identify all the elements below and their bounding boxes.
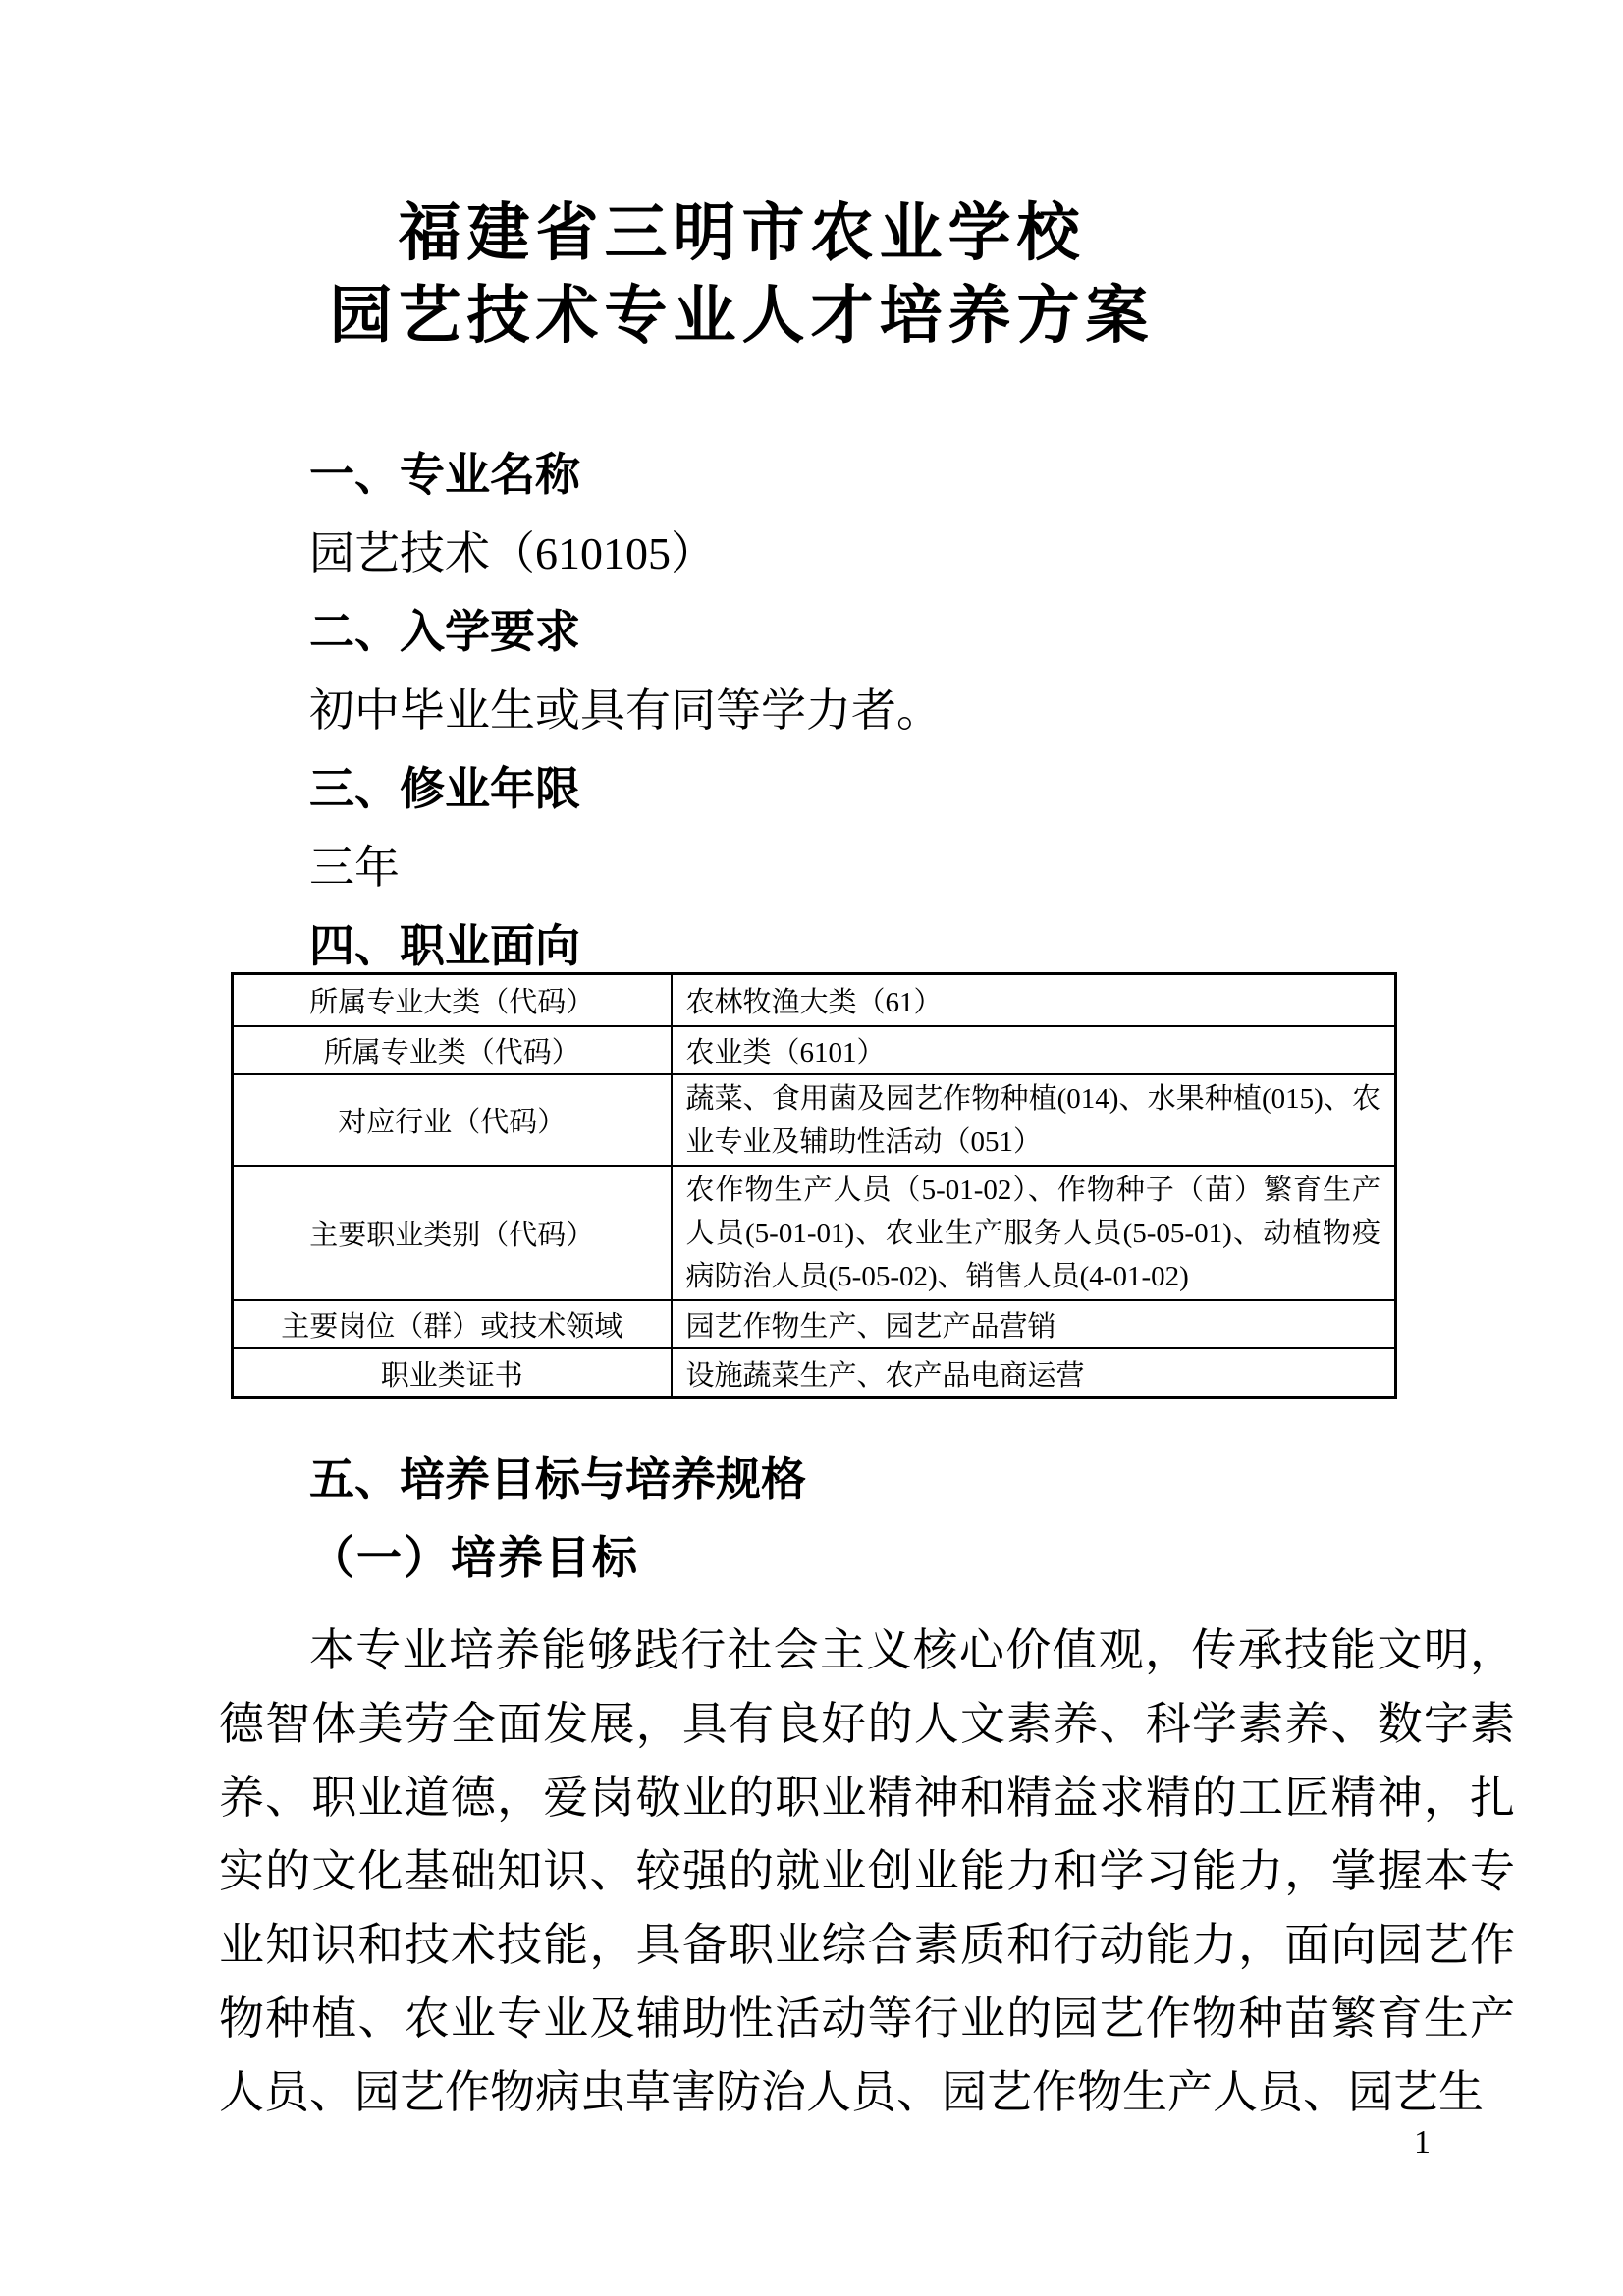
section-4-heading: 四、职业面向	[309, 921, 580, 971]
section-3-body: 三年	[309, 843, 400, 893]
table-cell-label: 主要职业类别（代码）	[233, 1166, 672, 1300]
document-title-line2: 园艺技术专业人才培养方案	[329, 281, 1155, 351]
table-row-certificates	[233, 1348, 1396, 1398]
page-number: 1	[1414, 2124, 1431, 2160]
training-objective-paragraph: 本专业培养能够践行社会主义核心价值观，传承技能文明，德智体美劳全面发展，具有良好的人文素养、科学素养、数字素养、职业道德，爱岗敬业的职业精神和精益求精的工匠精神，扎实的文化基础知识、较强的就业创业能力和学习能力，掌握本专业知识和技术技能，具备职业综合素质和行动能力，面向园艺作物种植、农业专业及辅助性活动等行业的园艺作物种苗繁育生产人员、园艺作物病虫草害防治人员、园艺作物生产人员、园艺生	[219, 1625, 1515, 2117]
table-row-industry	[233, 1074, 1396, 1166]
table-cell-value: 农作物生产人员（5-01-02）、作物种子（苗）繁育生产人员(5-01-01)、农业生产服务人员(5-05-01)、动植物疫病防治人员(5-05-02)、销售人员(4-01-02)	[672, 1166, 1396, 1300]
table-row-category	[233, 1026, 1396, 1074]
table-cell-value: 园艺作物生产、园艺产品营销	[672, 1300, 1396, 1348]
table-cell-label: 所属专业大类（代码）	[233, 974, 672, 1027]
table-cell-label: 职业类证书	[233, 1348, 672, 1398]
table-cell-label: 对应行业（代码）	[233, 1074, 672, 1166]
section-1-heading: 一、专业名称	[309, 450, 580, 500]
section-2-heading: 二、入学要求	[309, 607, 580, 657]
section-2-body: 初中毕业生或具有同等学力者。	[309, 685, 942, 736]
table-cell-value: 农林牧渔大类（61）	[672, 974, 1396, 1027]
table-cell-value: 农业类（6101）	[672, 1026, 1396, 1074]
table-row-positions	[233, 1300, 1396, 1348]
table-cell-label: 所属专业类（代码）	[233, 1026, 672, 1074]
document-content	[219, 0, 1515, 2129]
section-5-heading: 五、培养目标与培养规格	[309, 1454, 806, 1504]
document-title-line1: 福建省三明市农业学校	[398, 198, 1086, 268]
table-cell-value: 设施蔬菜生产、农产品电商运营	[672, 1348, 1396, 1398]
section-1-body: 园艺技术（610105）	[309, 528, 716, 578]
table-row-occupation-class	[233, 1166, 1396, 1300]
section-5-sub1-heading: （一）培养目标	[309, 1533, 639, 1583]
section-3-heading: 三、修业年限	[309, 764, 580, 814]
career-orientation-table	[231, 972, 1397, 1399]
table-row-major-category	[233, 974, 1396, 1027]
table-cell-label: 主要岗位（群）或技术领域	[233, 1300, 672, 1348]
table-cell-value: 蔬菜、食用菌及园艺作物种植(014)、水果种植(015)、农业专业及辅助性活动（051）	[672, 1074, 1396, 1166]
document-title	[219, 192, 1265, 357]
